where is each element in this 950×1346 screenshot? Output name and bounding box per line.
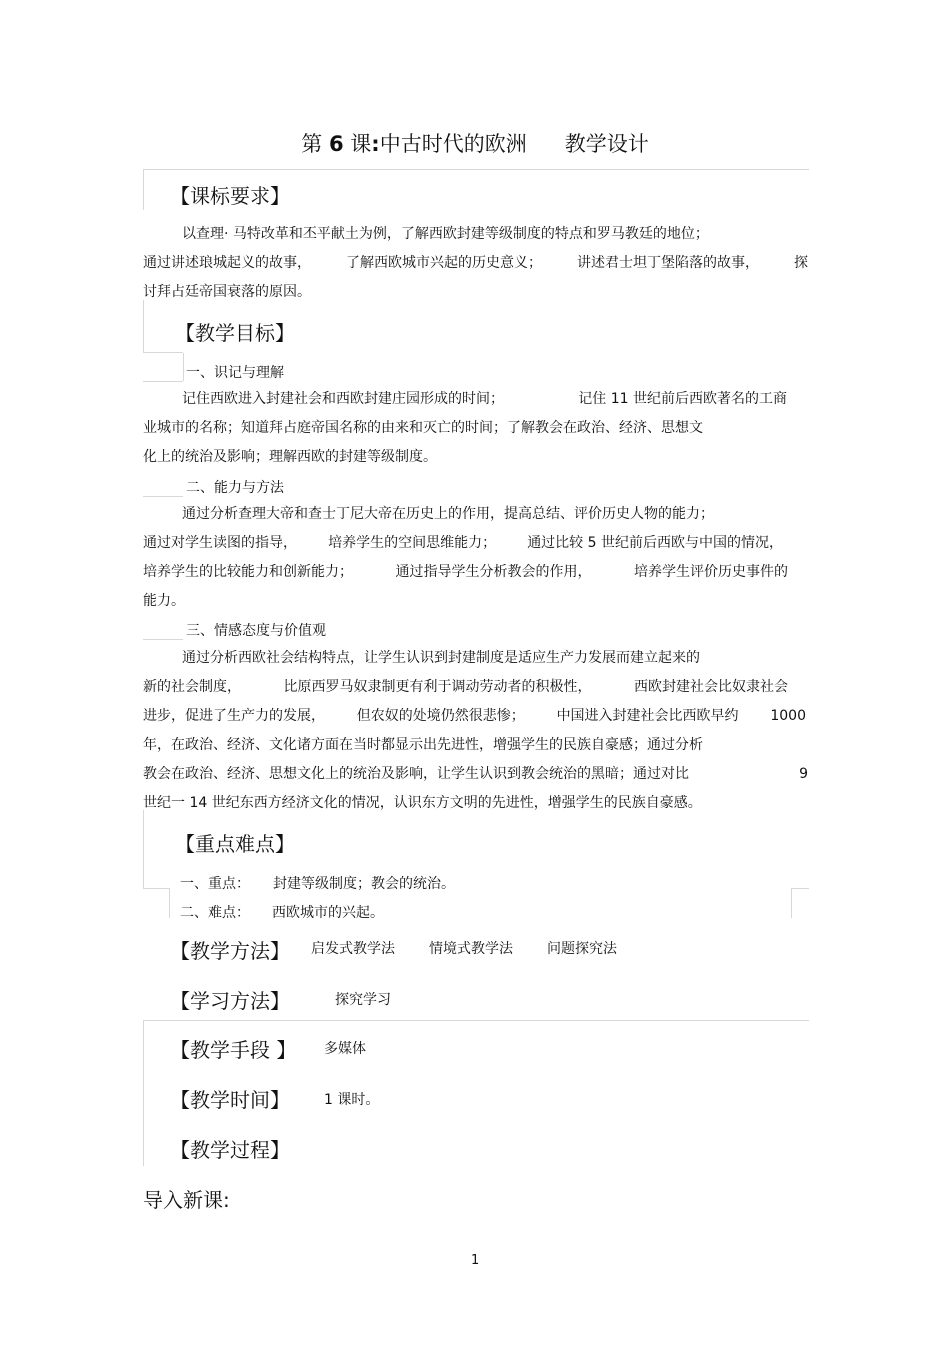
teaching-method-3: 问题探究法 bbox=[547, 941, 617, 957]
heading-teaching-process: 【教学过程】 bbox=[170, 1138, 290, 1162]
heading-key-points: 【重点难点】 bbox=[175, 832, 295, 856]
title-pre: 第 bbox=[301, 132, 323, 156]
goal-ability-title: 二、能力与方法 bbox=[186, 480, 284, 496]
heading-teaching-means: 【教学手段 】 bbox=[170, 1038, 297, 1062]
frame-corner-right-v bbox=[791, 888, 792, 918]
goal-emotion-line-4: 年，在政治、经济、文化诸方面在当时都显示出先进性，增强学生的民族自豪感；通过分析 bbox=[143, 737, 703, 753]
frame-corner-left bbox=[143, 888, 169, 889]
title-suffix: 教学设计 bbox=[564, 132, 649, 156]
title-colon: : bbox=[371, 132, 380, 156]
goal-emotion-line-1: 通过分析西欧社会结构特点，让学生认识到封建制度是适应生产力发展而建立起来的 bbox=[182, 650, 700, 666]
frame-line-left-2 bbox=[143, 300, 144, 352]
teaching-method-1: 启发式教学法 bbox=[311, 941, 395, 957]
heading-intro: 导入新课: bbox=[143, 1188, 230, 1212]
key-point-text: 封建等级制度；教会的统治。 bbox=[273, 876, 455, 892]
title-lesson-number: 6 bbox=[328, 132, 344, 156]
goal-ability-line-2: 通过对学生读图的指导， 培养学生的空间思维能力； 通过比较 5 世纪前后西欧与中国的情况， bbox=[143, 535, 783, 551]
frame-tick-1v bbox=[183, 353, 184, 381]
frame-corner-left-v bbox=[169, 888, 170, 918]
goal-knowledge-line-2: 业城市的名称；知道拜占庭帝国名称的由来和灭亡的时间；了解教会在政治、经济、思想文 bbox=[143, 420, 703, 436]
frame-tick-1b bbox=[143, 381, 183, 382]
goal-ability-line-1: 通过分析查理大帝和查士丁尼大帝在历史上的作用，提高总结、评价历史人物的能力； bbox=[182, 506, 714, 522]
curriculum-line-3: 讨拜占廷帝国衰落的原因。 bbox=[143, 284, 311, 300]
frame-line-top bbox=[143, 169, 809, 170]
frame-line-left-4 bbox=[143, 1021, 144, 1166]
frame-line-mid bbox=[143, 1020, 809, 1021]
goal-knowledge-title: 一、识记与理解 bbox=[186, 365, 284, 381]
goal-emotion-line-3: 进步，促进了生产力的发展， 但农奴的处境仍然很悲惨； 中国进入封建社会比西欧早约 1000 bbox=[143, 708, 806, 724]
curriculum-line-1: 以查理· 马特改革和丕平献土为例，了解西欧封建等级制度的特点和罗马教廷的地位； bbox=[182, 226, 709, 242]
heading-goals: 【教学目标】 bbox=[175, 321, 295, 345]
heading-teaching-methods: 【教学方法】 bbox=[170, 939, 290, 963]
heading-curriculum: 【课标要求】 bbox=[170, 184, 290, 208]
heading-teaching-time: 【教学时间】 bbox=[170, 1088, 290, 1112]
teaching-method-2: 情境式教学法 bbox=[429, 941, 513, 957]
frame-tick-2 bbox=[143, 496, 183, 497]
title-post: 课 bbox=[350, 132, 372, 156]
goal-knowledge-line-3: 化上的统治及影响；理解西欧的封建等级制度。 bbox=[143, 449, 437, 465]
teaching-time-text: 1 课时。 bbox=[324, 1092, 380, 1108]
frame-tick-3 bbox=[143, 639, 183, 640]
frame-line-left-1 bbox=[143, 170, 144, 210]
teaching-means-text: 多媒体 bbox=[324, 1041, 366, 1057]
difficult-point-text: 西欧城市的兴起。 bbox=[272, 905, 384, 921]
heading-learning-methods: 【学习方法】 bbox=[170, 989, 290, 1013]
goal-emotion-line-5: 教会在政治、经济、思想文化上的统治及影响，让学生认识到教会统治的黑暗；通过对比 9 bbox=[143, 766, 808, 782]
learning-method-text: 探究学习 bbox=[335, 992, 391, 1008]
goal-emotion-line-2: 新的社会制度， 比原西罗马奴隶制更有利于调动劳动者的积极性， 西欧封建社会比奴隶社会 bbox=[143, 679, 788, 695]
frame-tick-1 bbox=[143, 352, 183, 353]
goal-knowledge-line-1: 记住西欧进入封建社会和西欧封建庄园形成的时间； 记住 11 世纪前后西欧著名的工商 bbox=[182, 391, 787, 407]
page-title bbox=[0, 128, 950, 158]
curriculum-line-2: 通过讲述琅城起义的故事， 了解西欧城市兴起的历史意义； 讲述君士坦丁堡陷落的故事， 探 bbox=[143, 255, 808, 271]
frame-corner-right bbox=[791, 888, 809, 889]
page-number: 1 bbox=[471, 1253, 480, 1268]
goal-emotion-line-6: 世纪一 14 世纪东西方经济文化的情况，认识东方文明的先进性，增强学生的民族自豪感。 bbox=[143, 795, 702, 811]
goal-ability-line-4: 能力。 bbox=[143, 593, 185, 609]
key-point-label: 一、重点： bbox=[180, 876, 250, 892]
goal-emotion-title: 三、情感态度与价值观 bbox=[186, 623, 326, 639]
goal-ability-line-3: 培养学生的比较能力和创新能力； 通过指导学生分析教会的作用， 培养学生评价历史事件的 bbox=[143, 564, 788, 580]
title-topic: 中古时代的欧洲 bbox=[379, 132, 527, 156]
frame-line-left-3 bbox=[143, 810, 144, 888]
difficult-point-label: 二、难点： bbox=[180, 905, 250, 921]
